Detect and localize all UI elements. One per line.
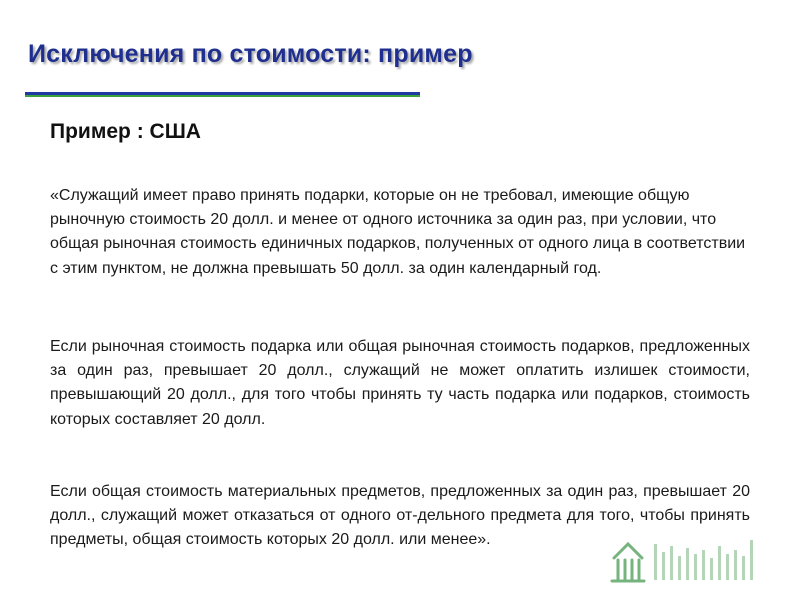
- building-logo-icon: [606, 534, 756, 584]
- paragraph-1: «Служащий имеет право принять подарки, которые он не требовал, имеющие общую рыночную стоимость 20 долл. и менее от одного источника за один раз, при условии, что общая рыночная стоимость единичных подарков, полученных от одного лица в соответствии с этим пунктом, не должна превышать 50 долл. за один календарный год.: [50, 187, 746, 277]
- section-subtitle: Пример : США: [50, 120, 201, 143]
- slide-title: Исключения по стоимости: пример: [28, 40, 473, 68]
- paragraph-3: Если общая стоимость материальных предметов, предложенных за один раз, превышает 20 долл., служащий может отказаться от одного от-дельного предмета для того, чтобы принять предметы, общая стоимость которых 20 долл. или менее».: [50, 483, 750, 549]
- paragraph-2: Если рыночная стоимость подарка или общая рыночная стоимость подарков, предложенных за один раз, превышает 20 долл., служащий не может оплатить излишек стоимости, превышающий 20 долл., для того чтобы принять ту часть подарка или подарков, стоимость которых составляет 20 долл.: [50, 338, 750, 428]
- title-underline-green: [25, 95, 420, 97]
- title-underline: [25, 92, 420, 97]
